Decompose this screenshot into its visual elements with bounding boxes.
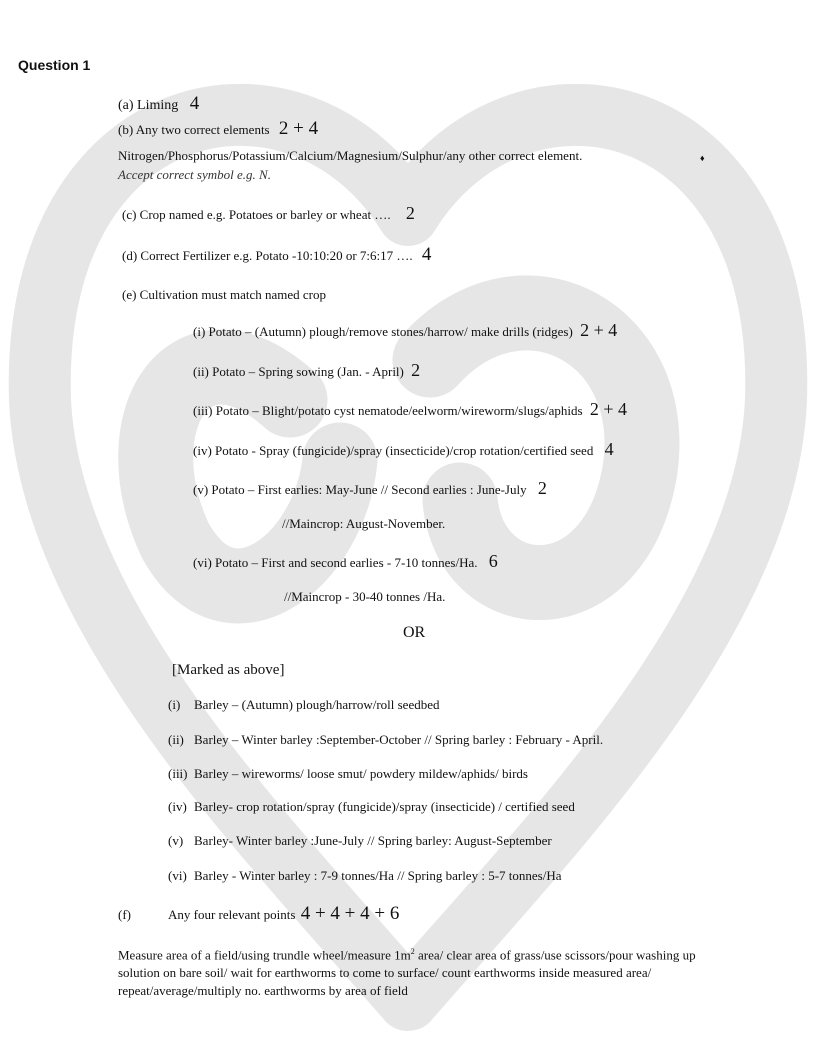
potato-item	[193, 322, 617, 340]
part-b-text: (b) Any two correct elements	[118, 122, 270, 137]
part-b-note: Accept correct symbol e.g. N.	[118, 167, 271, 182]
potato-item-text: (iii) Potato – Blight/potato cyst nematode/eelworm/wireworm/slugs/aphids	[193, 403, 583, 418]
barley-item	[168, 732, 603, 748]
potato-item-text: (v) Potato – First earlies: May-June // Second earlies : June-July	[193, 482, 527, 497]
barley-item-number: (vi)	[168, 868, 187, 883]
barley-item-text: Barley – (Autumn) plough/harrow/roll seedbed	[194, 697, 440, 712]
potato-item-text: (iv) Potato - Spray (fungicide)/spray (insecticide)/crop rotation/certified seed	[193, 443, 594, 458]
part-d-line	[122, 244, 432, 265]
potato-item-marks: 4	[604, 439, 614, 459]
barley-item-number: (iii)	[168, 766, 188, 781]
potato-item	[193, 362, 420, 380]
part-a-text: (a) Liming	[118, 98, 179, 113]
part-b-detail: Nitrogen/Phosphorus/Potassium/Calcium/Magnesium/Sulphur/any other correct element.	[118, 148, 583, 163]
barley-item-text: Barley – wireworms/ loose smut/ powdery mildew/aphids/ birds	[194, 766, 528, 781]
barley-item-text: Barley- Winter barley :June-July // Spring barley: August-September	[194, 833, 552, 848]
barley-item	[168, 697, 440, 713]
potato-item	[193, 553, 498, 571]
potato-item-marks: 2 + 4	[580, 320, 618, 340]
part-d-text: (d) Correct Fertilizer e.g. Potato -10:10:20 or 7:6:17 ….	[122, 248, 413, 263]
part-a-marks: 4	[189, 93, 200, 114]
part-f-paragraph-end: area/ clear area of grass/use scissors/pour washing up solution on bare soil/ wait for earthworms to come to surface/ count earthworms inside measured area/ repeat/average/multiply no. earthworms by area of field	[118, 947, 696, 999]
part-b-marks: 2 + 4	[278, 118, 319, 139]
potato-item-text: (i) Potato – (Autumn) plough/remove stones/harrow/ make drills (ridges)	[193, 324, 573, 339]
barley-item-text: Barley – Winter barley :September-October // Spring barley : February - April.	[194, 732, 604, 747]
barley-item-text: Barley - Winter barley : 7-9 tonnes/Ha // Spring barley : 5-7 tonnes/Ha	[194, 868, 562, 883]
potato-item-marks: 6	[488, 551, 498, 571]
barley-item-number: (iv)	[168, 799, 187, 814]
part-c-marks: 2	[405, 203, 415, 223]
part-f-superscript: 2	[410, 947, 415, 956]
marked-as-above: [Marked as above]	[172, 662, 285, 678]
barley-item-number: (v)	[168, 833, 184, 848]
barley-item-number: (ii)	[168, 732, 184, 747]
potato-item	[193, 441, 614, 459]
potato-item-text: (ii) Potato – Spring sowing (Jan. - April)	[193, 364, 404, 379]
part-f-paragraph-start: Measure area of a field/using trundle wheel/measure 1m	[118, 947, 411, 963]
part-f-marks: 4 + 4 + 4 + 6	[300, 903, 400, 924]
part-f-line	[118, 903, 400, 924]
barley-item	[168, 868, 561, 884]
or-separator: OR	[403, 624, 426, 641]
part-f-paragraph	[118, 943, 728, 1000]
barley-item-text: Barley- crop rotation/spray (fungicide)/spray (insecticide) / certified seed	[194, 799, 575, 814]
bullet-icon: ♦	[700, 153, 705, 163]
potato-item	[193, 401, 627, 419]
potato-item-continuation: //Maincrop - 30-40 tonnes /Ha.	[284, 589, 446, 604]
potato-item-marks: 2	[411, 360, 421, 380]
potato-item-marks: 2 + 4	[589, 399, 627, 419]
question-heading: Question 1	[18, 57, 91, 73]
barley-item	[168, 799, 575, 815]
part-d-marks: 4	[421, 244, 432, 265]
part-f-text: Any four relevant points	[168, 907, 296, 922]
potato-item-text: (vi) Potato – First and second earlies - 7-10 tonnes/Ha.	[193, 555, 478, 570]
part-e-text: (e) Cultivation must match named crop	[122, 287, 326, 302]
potato-item	[193, 480, 547, 498]
potato-item-marks: 2	[537, 478, 547, 498]
part-c-text: (c) Crop named e.g. Potatoes or barley or wheat ….	[122, 207, 391, 222]
barley-item	[168, 833, 552, 849]
part-a-line	[118, 93, 200, 114]
barley-item	[168, 766, 528, 782]
part-c-line	[122, 205, 415, 223]
barley-item-number: (i)	[168, 697, 181, 712]
potato-item-continuation: //Maincrop: August-November.	[282, 516, 446, 531]
part-b-line	[118, 118, 319, 139]
part-f-number: (f)	[118, 907, 131, 922]
